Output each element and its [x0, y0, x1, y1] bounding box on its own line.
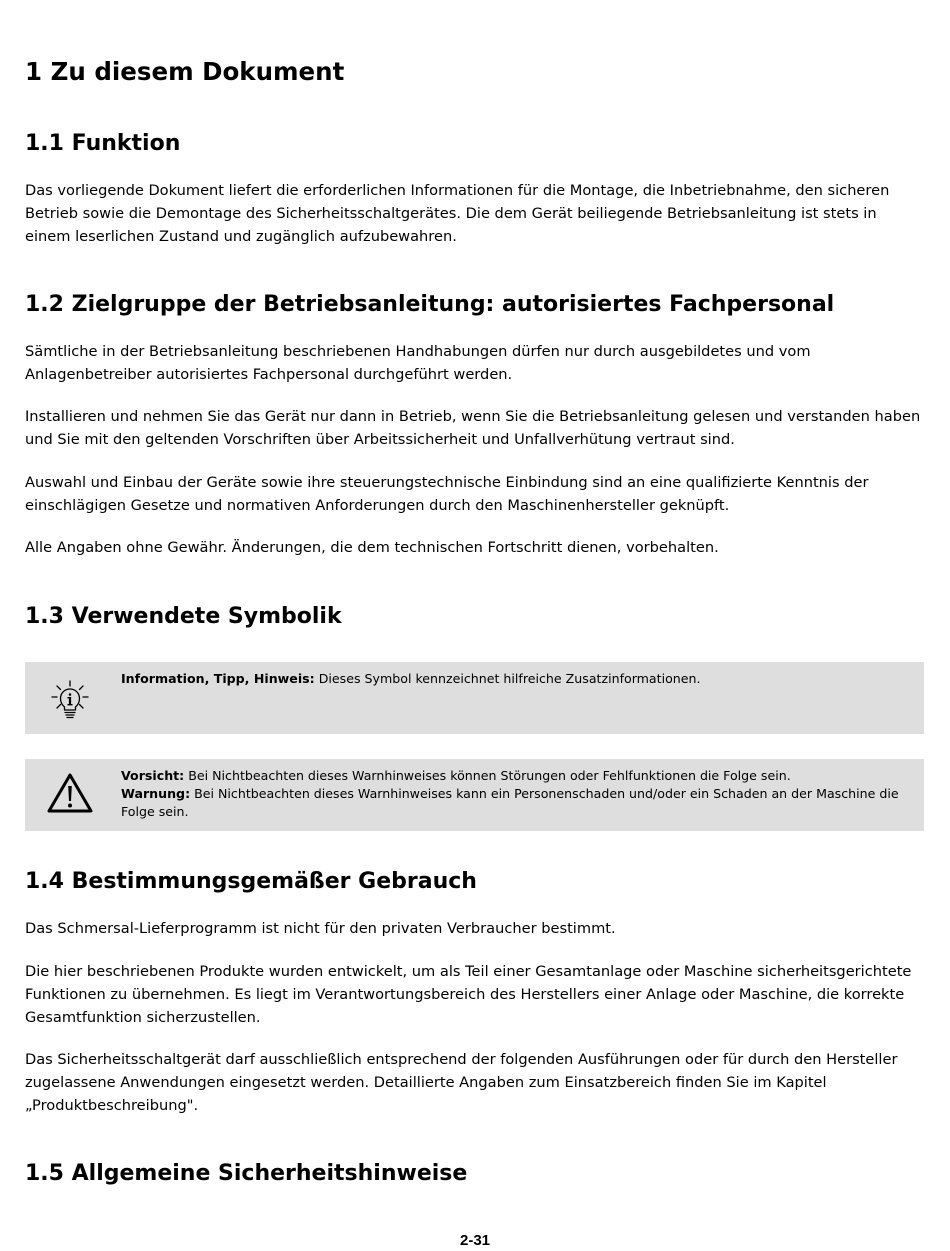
gebrauch-paragraph-1: Das Schmersal-Lieferprogramm ist nicht für den privaten Verbraucher bestimmt.: [25, 920, 616, 937]
warning-triangle-icon: [45, 771, 95, 817]
section-heading-gebrauch: 1.4 Bestimmungsgemäßer Gebrauch: [25, 869, 477, 894]
caution-description: Bei Nichtbeachten dieses Warnhinweises können Störungen oder Fehlfunktionen die Folge sein.: [184, 768, 791, 783]
section-heading-funktion: 1.1 Funktion: [25, 131, 181, 156]
zielgruppe-paragraph-2: Installieren und nehmen Sie das Gerät nur dann in Betrieb, wenn Sie die Betriebsanleitung gelesen und verstanden haben und Sie mit den geltenden Vorschriften über Arbeitssicherheit und Unfallverhütung vertraut sind.: [25, 408, 921, 448]
info-description: Dieses Symbol kennzeichnet hilfreiche Zusatzinformationen.: [314, 671, 701, 686]
lightbulb-icon: [45, 676, 95, 722]
gebrauch-paragraph-2: Die hier beschriebenen Produkte wurden entwickelt, um als Teil einer Gesamtanlage oder Maschine sicherheitsgerichtete Funktionen zu übernehmen. Es liegt im Verantwortungsbereich des Herstellers einer Anlage oder Maschine, die korrekte Gesamtfunktion sicherzustellen.: [25, 963, 912, 1026]
zielgruppe-paragraph-3: Auswahl und Einbau der Geräte sowie ihre steuerungstechnische Einbindung sind an eine qualifizierte Kenntnis der einschlägigen Gesetze und normativen Anforderungen durch den Maschinenhersteller geknüpft.: [25, 474, 869, 514]
info-label: Information, Tipp, Hinweis:: [121, 671, 315, 686]
zielgruppe-paragraph-1: Sämtliche in der Betriebsanleitung beschriebenen Handhabungen dürfen nur durch ausgebildetes und vom Anlagenbetreiber autorisiertes Fachpersonal durchgeführt werden.: [25, 343, 811, 383]
info-symbol-box: [25, 662, 924, 734]
section-heading-symbolik: 1.3 Verwendete Symbolik: [25, 604, 342, 629]
caution-label: Vorsicht:: [121, 768, 185, 783]
section-heading-sicherheit: 1.5 Allgemeine Sicherheitshinweise: [25, 1161, 468, 1186]
warning-symbol-text: [121, 767, 911, 821]
section-heading-zielgruppe: 1.2 Zielgruppe der Betriebsanleitung: autorisiertes Fachpersonal: [25, 292, 835, 317]
warning-label: Warnung:: [121, 786, 191, 801]
gebrauch-paragraph-3: Das Sicherheitsschaltgerät darf ausschließlich entsprechend der folgenden Ausführungen oder für durch den Hersteller zugelassene Anwendungen eingesetzt werden. Detaillierte Angaben zum Einsatzbereich finden Sie im Kapitel „Produktbeschreibung".: [25, 1051, 898, 1114]
warning-description: Bei Nichtbeachten dieses Warnhinweises kann ein Personenschaden und/oder ein Schaden an der Maschine die Folge sein.: [121, 786, 899, 819]
warning-symbol-box: [25, 759, 924, 831]
zielgruppe-paragraph-4: Alle Angaben ohne Gewähr. Änderungen, die dem technischen Fortschritt dienen, vorbehalten.: [25, 539, 719, 556]
funktion-paragraph-1: Das vorliegende Dokument liefert die erforderlichen Informationen für die Montage, die Inbetriebnahme, den sicheren Betrieb sowie die Demontage des Sicherheitsschaltgerätes. Die dem Gerät beiliegende Betriebsanleitung ist stets in einem leserlichen Zustand und zugänglich aufzubewahren.: [25, 182, 890, 245]
info-symbol-text: [121, 670, 911, 688]
page-number: 2-31: [459, 1232, 491, 1249]
chapter-title: 1 Zu diesem Dokument: [25, 57, 345, 86]
